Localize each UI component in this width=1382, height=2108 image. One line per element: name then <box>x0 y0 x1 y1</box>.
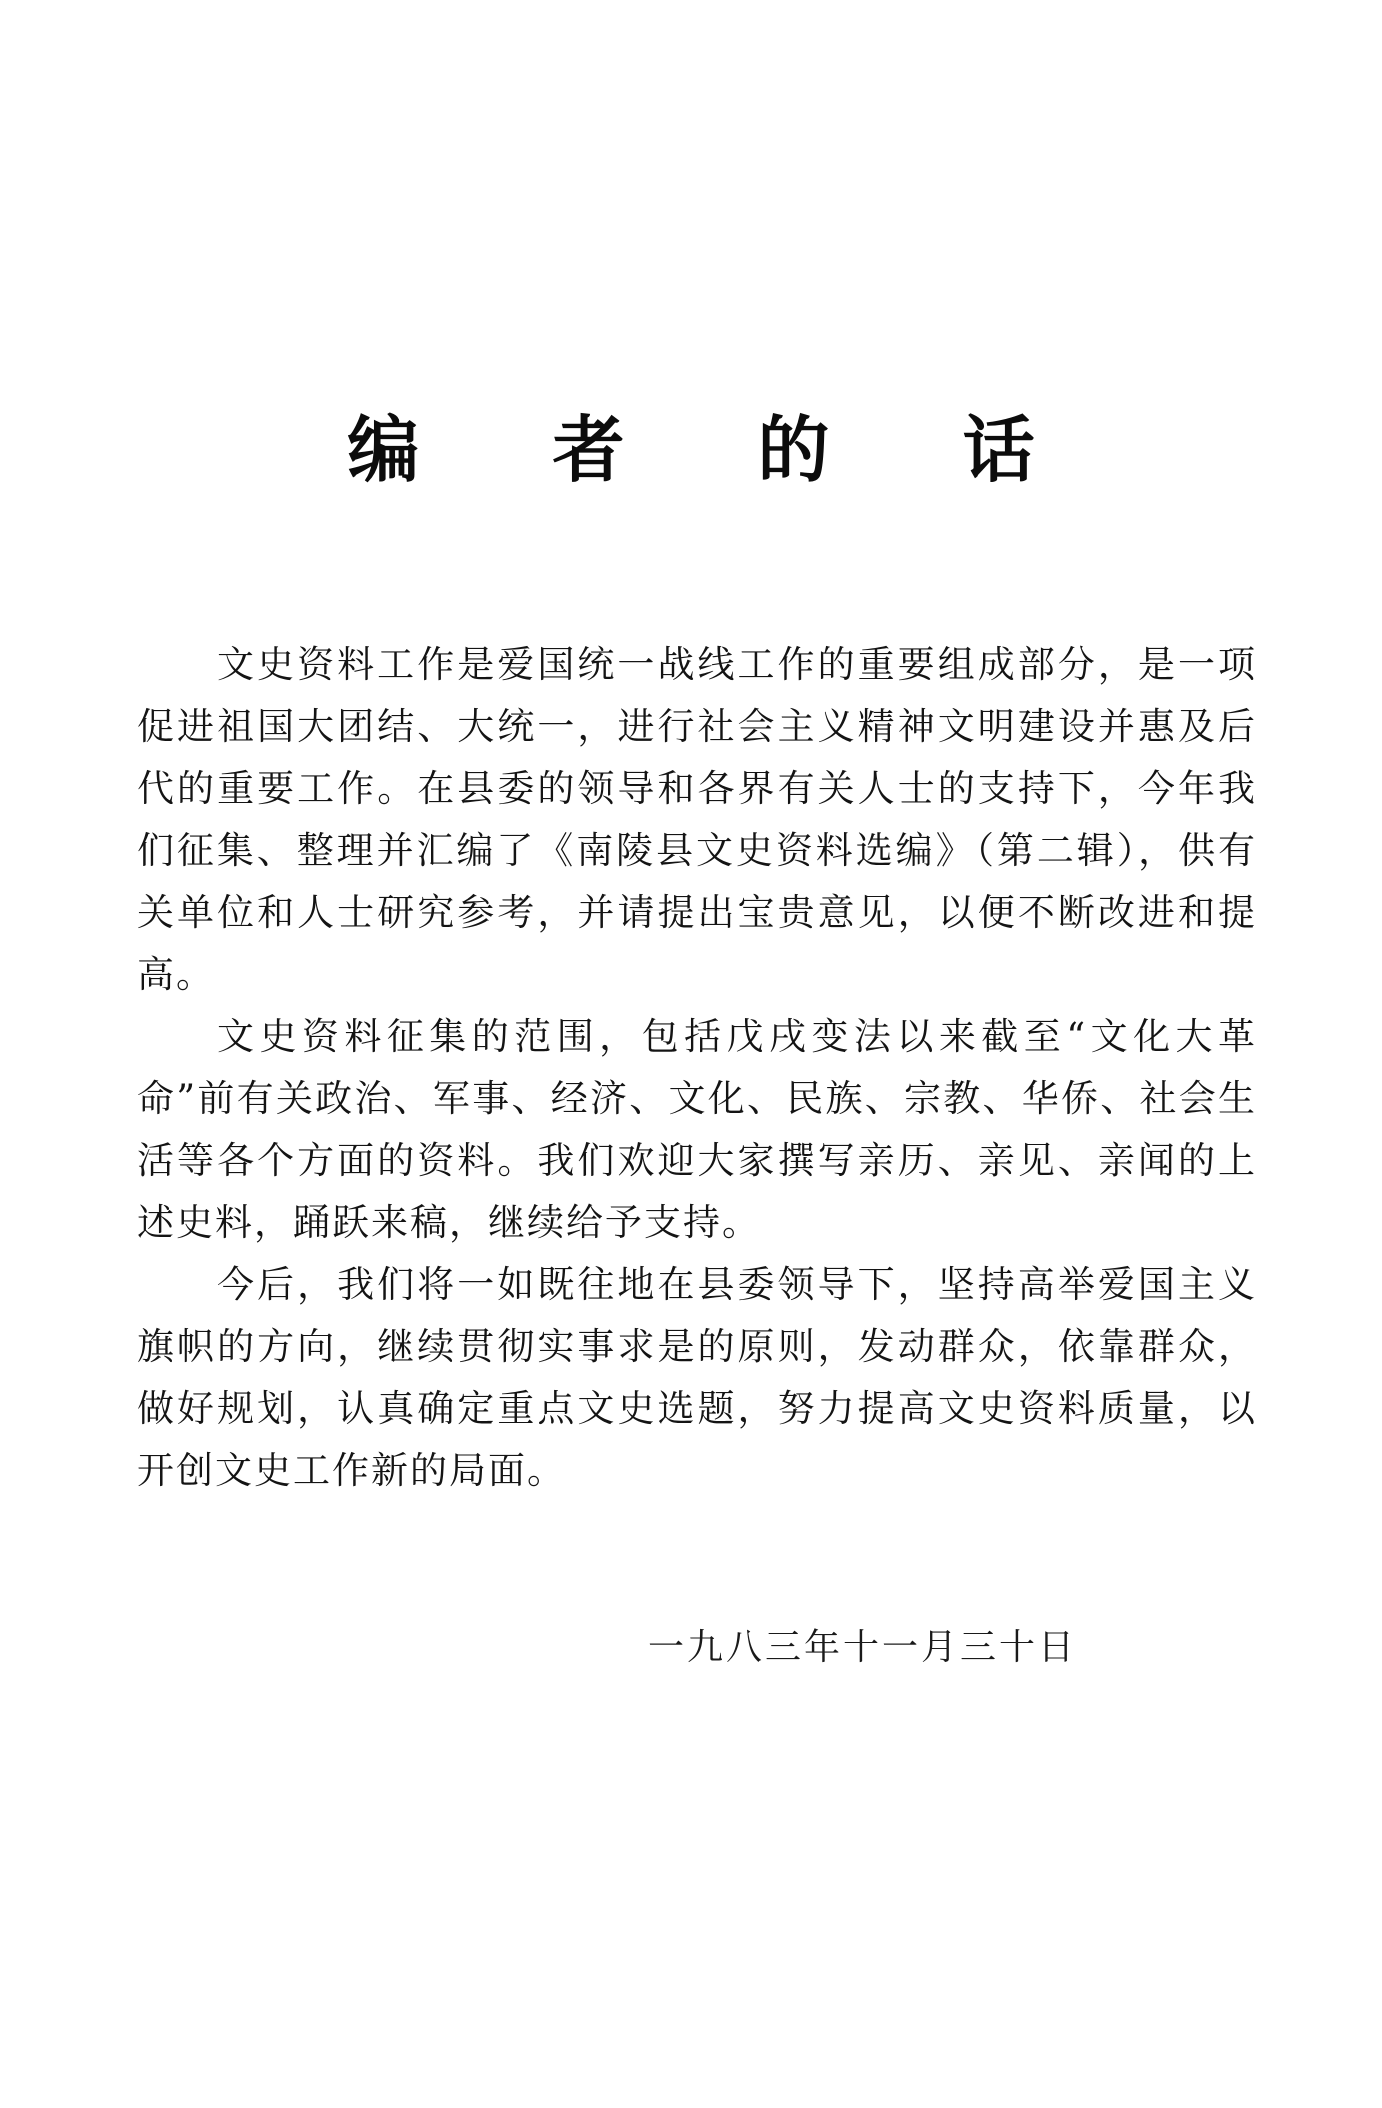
body-text <box>137 634 1257 1502</box>
page-title: 编 者 的 话 <box>347 407 1089 492</box>
paragraph-1: 文史资料工作是爱国统一战线工作的重要组成部分，是一项促进祖国大团结、大统一，进行社会主义精神文明建设并惠及后代的重要工作。在县委的领导和各界有关人士的支持下，今年我们征集、整理并汇编了《南陵县文史资料选编》（第二辑），供有关单位和人士研究参考，并请提出宝贵意见，以便不断改进和提高。 <box>137 643 1257 996</box>
paragraph-2: 文史资料征集的范围，包括戊戌变法以来截至“文化大革命”前有关政治、军事、经济、文化、民族、宗教、华侨、社会生活等各个方面的资料。我们欢迎大家撰写亲历、亲见、亲闻的上述史料，踊跃来稿，继续给予支持。 <box>137 1015 1257 1244</box>
paragraph-3: 今后，我们将一如既往地在县委领导下，坚持高举爱国主义旗帜的方向，继续贯彻实事求是的原则，发动群众，依靠群众，做好规划，认真确定重点文史选题，努力提高文史资料质量，以开创文史工作新的局面。 <box>137 1263 1257 1492</box>
date-line: 一九八三年十一月三十日 <box>648 1627 1078 1668</box>
